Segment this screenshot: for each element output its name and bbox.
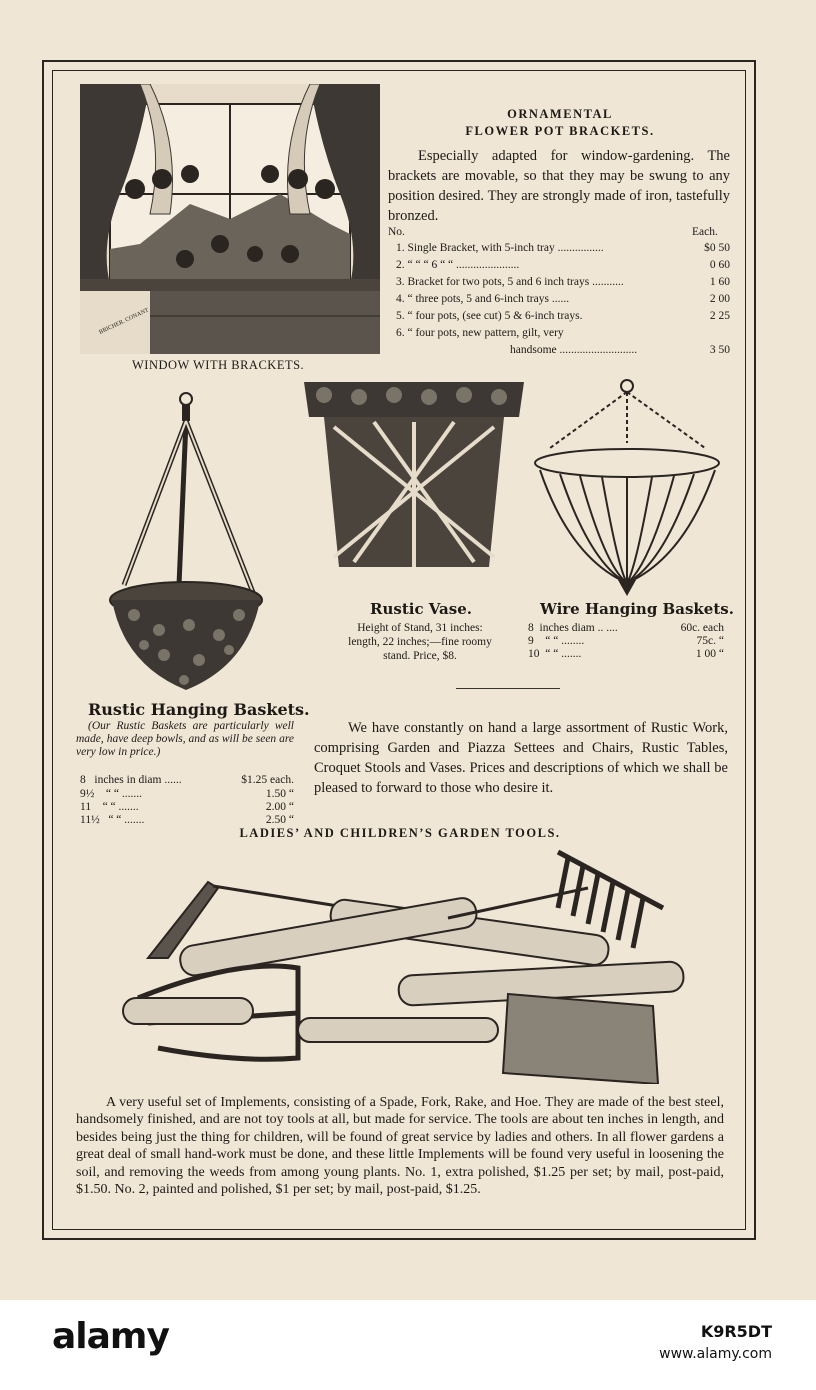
rustic-basket-size-3: 11	[80, 801, 92, 813]
engraver-signature: BRICHER. CONANT	[98, 307, 150, 336]
rustic-basket-row-4: 11½ “ “ ....... 2.50 “	[80, 814, 294, 826]
window-with-brackets-illustration	[80, 84, 380, 354]
bracket-item-5	[396, 310, 730, 322]
brackets-description: Especially adapted for window-gardening. The brackets are movable, so that they may be swung to any position desired. They are strongly made of iron, tastefully bronzed.	[388, 148, 730, 224]
rustic-work-paragraph: We have constantly on hand a large assortment of Rustic Work, comprising Garden and Piazza Settees and Chairs, Rustic Tables, Croquet Stools and Vases. Prices and descriptions of which we shall be pleased to forward to those who desire it.	[314, 720, 728, 796]
rustic-basket-price-2: 1.50 “	[265, 788, 294, 800]
rustic-hanging-basket-illustration	[104, 385, 268, 695]
rustic-basket-price-4: 2.50 “	[265, 814, 294, 826]
rustic-basket-size-1: 8	[80, 774, 86, 786]
rustic-basket-desc-3: “ “	[102, 801, 116, 813]
rustic-basket-price-3: 2.00 “	[265, 801, 294, 813]
bracket-item-3: 3. Bracket for two pots, 5 and 6 inch trays ........... 1 60	[396, 276, 730, 288]
wire-basket-size-1: 8	[528, 622, 534, 634]
rustic-baskets-note: (Our Rustic Baskets are particularly well made, have deep bowls, and as will be seen are very low in price.)	[76, 720, 294, 758]
wire-basket-size-2: 9	[528, 635, 534, 647]
bracket-item-6-price: 3 50	[709, 344, 730, 356]
wire-baskets-title: Wire Hanging Baskets.	[540, 600, 734, 618]
rustic-basket-price-1: $1.25 each.	[241, 774, 294, 786]
bracket-item-4-price: 2 00	[709, 293, 730, 305]
bracket-item-1: 1. Single Bracket, with 5-inch tray ................ $0 50	[396, 242, 730, 254]
wire-basket-price-2: 75c. “	[696, 635, 724, 647]
section-divider	[456, 688, 560, 689]
bracket-item-2-price: 0 60	[709, 259, 730, 271]
garden-tools-title: LADIES’ AND CHILDREN’S GARDEN TOOLS.	[239, 826, 561, 840]
alamy-logo[interactable]: alamy	[52, 1316, 169, 1357]
wire-hanging-basket-illustration	[530, 378, 725, 598]
garden-tools-illustration	[118, 848, 688, 1084]
bracket-item-1-price: $0 50	[704, 242, 730, 254]
wire-basket-desc-1: inches diam	[539, 622, 595, 634]
bracket-item-3-label: 3. Bracket for two pots, 5 and 6 inch trays	[396, 276, 590, 288]
bracket-item-3-price: 1 60	[709, 276, 730, 288]
rustic-vase-line2: length, 22 inches;—fine roomy	[348, 636, 492, 648]
rustic-basket-desc-1: inches in diam	[94, 774, 162, 786]
bracket-item-5-price: 2 25	[709, 310, 730, 322]
rustic-basket-size-2: 9½	[80, 788, 95, 800]
wire-basket-price-3: 1 00 “	[695, 648, 724, 660]
bracket-item-6-cont: handsome ........................... 3 50	[510, 344, 730, 356]
stock-url[interactable]: www.alamy.com	[659, 1346, 772, 1362]
wire-basket-row-3: 10 “ “ ....... 1 00 “	[528, 648, 724, 660]
wire-basket-price-1: 60c. each	[680, 622, 724, 634]
window-caption: WINDOW WITH BRACKETS.	[132, 358, 305, 372]
rustic-baskets-title: Rustic Hanging Baskets.	[88, 700, 310, 719]
bracket-item-4: 4. “ three pots, 5 and 6-inch trays ...... 2 00	[396, 293, 730, 305]
wire-basket-size-3: 10	[528, 648, 540, 660]
bracket-item-6	[396, 327, 730, 339]
wire-basket-desc-2: “ “	[545, 635, 559, 647]
bracket-item-2-label: 2. “ “ “ 6 “ “	[396, 259, 454, 271]
rustic-basket-row-1: 8 inches in diam ...... $1.25 each.	[80, 774, 294, 786]
brackets-title-line1: ORNAMENTAL	[507, 107, 613, 121]
wire-basket-row-1: 8 inches diam .. .... 60c. each	[528, 622, 724, 634]
rustic-basket-desc-4: “ “	[108, 814, 122, 826]
bracket-item-6-label: 6. “ four pots, new pattern, gilt, very	[396, 327, 564, 339]
rustic-basket-row-2: 9½ “ “ ....... 1.50 “	[80, 788, 294, 800]
brackets-col-each: Each.	[692, 226, 718, 238]
bracket-item-4-label: 4. “ three pots, 5 and 6-inch trays	[396, 293, 549, 305]
brackets-col-no: No.	[388, 226, 405, 238]
bracket-item-5-label: 5. “ four pots, (see cut) 5 & 6-inch trays.	[396, 310, 583, 322]
rustic-basket-size-4: 11½	[80, 814, 100, 826]
rustic-basket-row-3: 11 “ “ ....... 2.00 “	[80, 801, 294, 813]
rustic-vase-illustration	[304, 377, 524, 577]
rustic-vase-title: Rustic Vase.	[370, 600, 472, 618]
brackets-title-line2: FLOWER POT BRACKETS.	[465, 124, 655, 138]
bracket-item-2: 2. “ “ “ 6 “ “ ...................... 0 60	[396, 259, 730, 271]
garden-tools-paragraph: A very useful set of Implements, consisting of a Spade, Fork, Rake, and Hoe. They are made of the best steel, handsomely finished, and are not toy tools at all, but made for service. The tools are about ten inches in length, and besides being just the thing for children, will be found of great service by ladies and others. In all flower gardens a great deal of small hand-work must be done, and these little Implements will be found very useful in loosening the soil, and removing the weeds from among young plants. No. 1, extra polished, $1.25 per set; by mail, post-paid, $1.50. No. 2, painted and polished, $1 per set; by mail, post-paid, $1.25.	[76, 1095, 724, 1198]
wire-basket-row-2: 9 “ “ ........ 75c. “	[528, 635, 724, 647]
rustic-basket-desc-2: “ “	[105, 788, 119, 800]
rustic-vase-line1: Height of Stand, 31 inches:	[357, 622, 483, 634]
bracket-item-6-cont-label: handsome	[510, 344, 557, 356]
rustic-vase-line3: stand. Price, $8.	[383, 650, 457, 662]
wire-basket-desc-3: “ “	[545, 648, 559, 660]
bracket-item-1-label: 1. Single Bracket, with 5-inch tray	[396, 242, 555, 254]
stock-image-id: K9R5DT	[700, 1322, 772, 1341]
